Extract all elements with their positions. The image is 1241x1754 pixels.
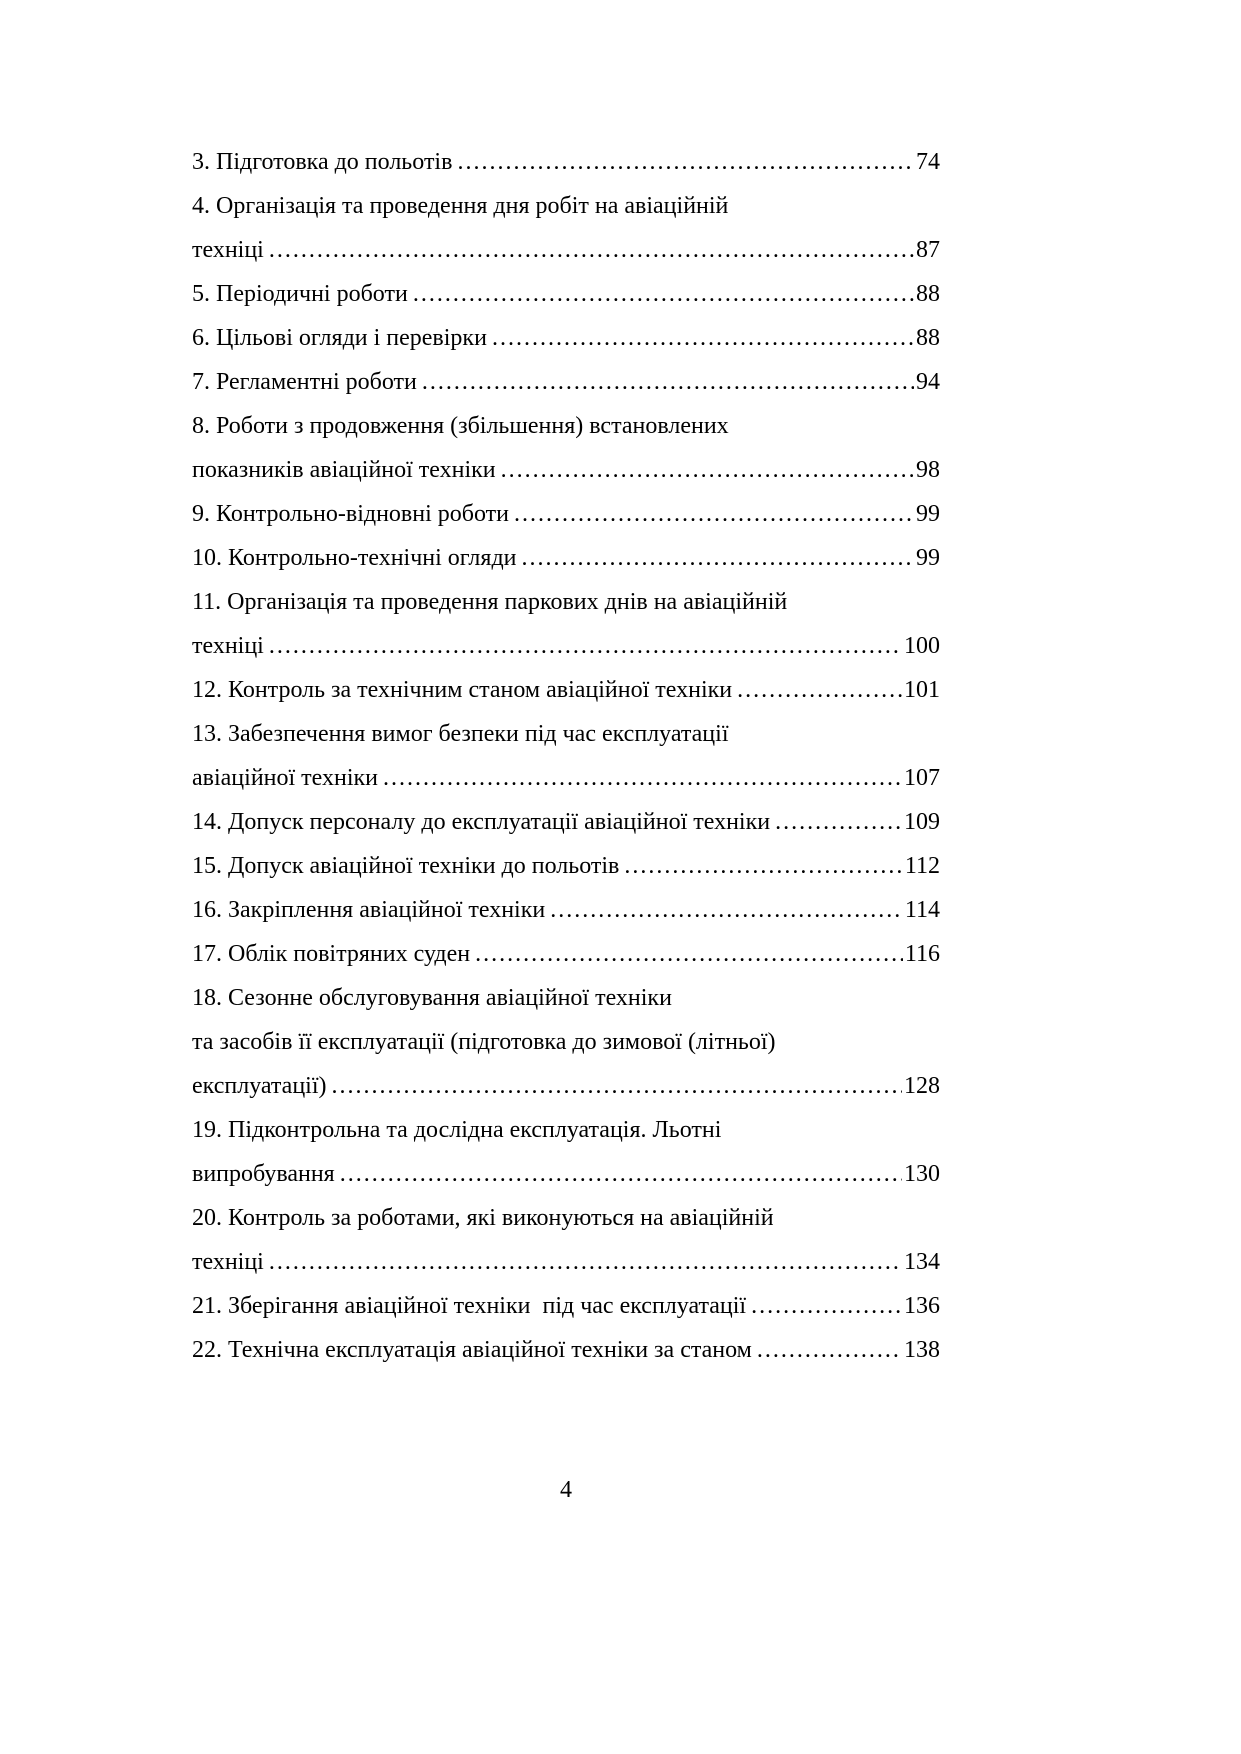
toc-entry-line xyxy=(192,844,940,888)
toc-entry xyxy=(192,932,940,976)
toc-page-ref: 88 xyxy=(916,281,940,307)
dot-leader xyxy=(737,668,902,712)
toc-entry-line xyxy=(192,140,940,184)
toc-entry-line xyxy=(192,360,940,404)
dot-leader xyxy=(475,932,903,976)
toc-entry xyxy=(192,1108,940,1196)
toc-entry xyxy=(192,360,940,404)
toc-page-ref: 100 xyxy=(904,633,940,659)
toc-entry-line xyxy=(192,1064,940,1108)
toc-entry xyxy=(192,800,940,844)
toc-page-ref: 99 xyxy=(916,545,940,571)
toc-page-ref: 94 xyxy=(916,369,940,395)
toc-entry-text: 12. Контроль за технічним станом авіаційної техніки xyxy=(192,677,733,703)
toc-entry-line xyxy=(192,272,940,316)
toc-entry xyxy=(192,1284,940,1328)
toc-entry xyxy=(192,272,940,316)
dot-leader xyxy=(757,1328,902,1372)
toc-entry-text: 7. Регламентні роботи xyxy=(192,369,417,395)
dot-leader xyxy=(522,536,915,580)
toc-entry-text: техніці xyxy=(192,237,264,263)
toc-entry-text: 4. Організація та проведення дня робіт на авіаційній xyxy=(192,193,729,219)
toc-entry xyxy=(192,1328,940,1372)
toc-page-ref: 128 xyxy=(904,1073,940,1099)
toc-entry-text: техніці xyxy=(192,633,264,659)
dot-leader xyxy=(422,360,914,404)
toc-entry-text: 18. Сезонне обслуговування авіаційної техніки xyxy=(192,985,672,1011)
toc-entry xyxy=(192,668,940,712)
toc-page-ref: 87 xyxy=(916,237,940,263)
toc-entry-text: 20. Контроль за роботами, які виконуються на авіаційній xyxy=(192,1205,774,1231)
toc-entry-text: 15. Допуск авіаційної техніки до польотів xyxy=(192,853,620,879)
dot-leader xyxy=(332,1064,902,1108)
toc-entry-line xyxy=(192,1196,940,1240)
toc-entry-line xyxy=(192,712,940,756)
toc-entry-text: 19. Підконтрольна та дослідна експлуатація. Льотні xyxy=(192,1117,722,1143)
toc-entry xyxy=(192,1196,940,1284)
toc-entry xyxy=(192,536,940,580)
toc-entry-text: техніці xyxy=(192,1249,264,1275)
toc-entry xyxy=(192,580,940,668)
toc-entry-text: 10. Контрольно-технічні огляди xyxy=(192,545,517,571)
toc-entry xyxy=(192,316,940,360)
dot-leader xyxy=(751,1284,902,1328)
toc-entry xyxy=(192,184,940,272)
toc-entry-text: 22. Технічна експлуатація авіаційної техніки за станом xyxy=(192,1337,752,1363)
dot-leader xyxy=(775,800,902,844)
toc-entry-line xyxy=(192,1108,940,1152)
toc-page-ref: 99 xyxy=(916,501,940,527)
toc-page-ref: 136 xyxy=(904,1293,940,1319)
dot-leader xyxy=(492,316,914,360)
dot-leader xyxy=(501,448,914,492)
dot-leader xyxy=(457,140,914,184)
toc-entry xyxy=(192,140,940,184)
page-number: 4 xyxy=(560,1477,572,1503)
toc-entry-line xyxy=(192,228,940,272)
toc-entry xyxy=(192,404,940,492)
dot-leader xyxy=(269,624,902,668)
toc-page-ref: 112 xyxy=(904,853,940,879)
toc-entry-line xyxy=(192,756,940,800)
toc-entry-text: 9. Контрольно-відновні роботи xyxy=(192,501,510,527)
toc-entry-line xyxy=(192,1240,940,1284)
toc-entry-line xyxy=(192,800,940,844)
dot-leader xyxy=(413,272,914,316)
toc-entry xyxy=(192,888,940,932)
toc-page-ref: 107 xyxy=(904,765,940,791)
toc-entry-text: 17. Облік повітряних суден xyxy=(192,941,471,967)
toc-page-ref: 74 xyxy=(916,149,940,175)
toc-entry-line xyxy=(192,932,940,976)
toc-entry xyxy=(192,712,940,800)
toc-entry-text: 3. Підготовка до польотів xyxy=(192,149,453,175)
toc-page-ref: 134 xyxy=(904,1249,940,1275)
toc-entry xyxy=(192,844,940,888)
toc-entry-line xyxy=(192,976,940,1020)
toc-entry-text: експлуатації) xyxy=(192,1073,327,1099)
toc-entry-text: 13. Забезпечення вимог безпеки під час експлуатації xyxy=(192,721,729,747)
toc-entry-line xyxy=(192,184,940,228)
table-of-contents xyxy=(192,140,940,1372)
dot-leader xyxy=(269,228,914,272)
toc-entry-text: 11. Організація та проведення паркових днів на авіаційній xyxy=(192,589,788,615)
dot-leader xyxy=(514,492,914,536)
toc-entry-line xyxy=(192,404,940,448)
toc-entry-text: 14. Допуск персоналу до експлуатації авіаційної техніки xyxy=(192,809,771,835)
toc-entry-text: 6. Цільові огляди і перевірки xyxy=(192,325,487,351)
toc-page-ref: 109 xyxy=(904,809,940,835)
toc-page-ref: 138 xyxy=(904,1337,940,1363)
toc-entry-line xyxy=(192,1020,940,1064)
toc-page-ref: 88 xyxy=(916,325,940,351)
toc-entry xyxy=(192,492,940,536)
toc-entry-line xyxy=(192,536,940,580)
toc-entry-text: показників авіаційної техніки xyxy=(192,457,496,483)
toc-entry-line xyxy=(192,448,940,492)
toc-entry-text: випробування xyxy=(192,1161,335,1187)
toc-entry-text: 8. Роботи з продовження (збільшення) встановлених xyxy=(192,413,729,439)
toc-entry-text: 5. Періодичні роботи xyxy=(192,281,408,307)
toc-entry-line xyxy=(192,668,940,712)
toc-entry-text: 16. Закріплення авіаційної техніки xyxy=(192,897,546,923)
toc-page-ref: 116 xyxy=(904,941,940,967)
toc-page-ref: 98 xyxy=(916,457,940,483)
toc-entry-line xyxy=(192,580,940,624)
toc-entry-text: та засобів її експлуатації (підготовка до зимової (літньої) xyxy=(192,1029,776,1055)
toc-entry-line xyxy=(192,1328,940,1372)
toc-entry-line xyxy=(192,1284,940,1328)
toc-page-ref: 101 xyxy=(904,677,940,703)
toc-entry-text: 21. Зберігання авіаційної техніки під час експлуатації xyxy=(192,1293,747,1319)
toc-page-ref: 114 xyxy=(904,897,940,923)
toc-entry-line xyxy=(192,316,940,360)
toc-entry-text: авіаційної техніки xyxy=(192,765,379,791)
toc-page-ref: 130 xyxy=(904,1161,940,1187)
toc-entry-line xyxy=(192,1152,940,1196)
dot-leader xyxy=(624,844,903,888)
toc-entry-line xyxy=(192,888,940,932)
dot-leader xyxy=(340,1152,902,1196)
toc-entry xyxy=(192,976,940,1108)
toc-entry-line xyxy=(192,624,940,668)
dot-leader xyxy=(269,1240,902,1284)
toc-entry-line xyxy=(192,492,940,536)
dot-leader xyxy=(383,756,902,800)
dot-leader xyxy=(550,888,903,932)
